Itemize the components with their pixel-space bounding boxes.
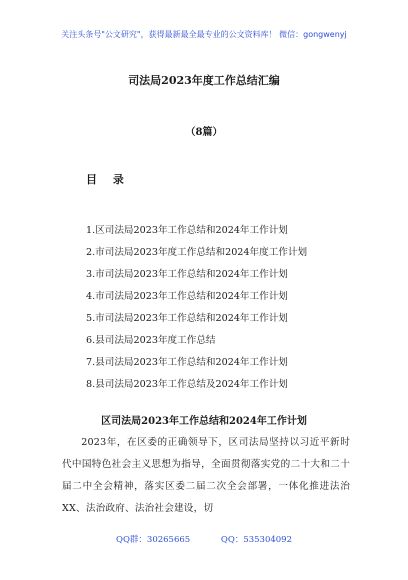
footer-qq: QQ：535304092 [220,535,292,545]
table-of-contents [86,220,307,396]
toc-item[interactable]: 3.市司法局2023年工作总结和2024年工作计划 [86,269,288,280]
header-banner: 关注头条号"公文研究"，获得最新最全最专业的公文资料库！ 微信：gongwenyj [61,30,347,39]
toc-item[interactable]: 4.市司法局2023年工作总结和2024年工作计划 [86,291,288,302]
toc-item[interactable]: 1.区司法局2023年工作总结和2024年工作计划 [86,225,288,236]
footer-qq-group: QQ群：30265665 [115,535,191,545]
document-title: 司法局2023年度工作总结汇编 [128,74,280,87]
toc-item[interactable]: 5.市司法局2023年工作总结和2024年工作计划 [86,313,288,324]
footer-contact [0,533,408,545]
toc-item[interactable]: 6.县司法局2023年度工作总结 [86,335,216,346]
toc-item[interactable]: 7.县司法局2023年工作总结和2024年工作计划 [86,357,288,368]
toc-item[interactable]: 8.县司法局2023年工作总结及2024年工作计划 [86,379,288,390]
body-paragraph: 2023年，在区委的正确领导下，区司法局坚持以习近平新时代中国特色社会主义思想为指导，全面贯彻落实党的二十大和二十届二中全会精神，落实区委二届二次全会部署，一体化推进法治XX、法治政府、法治社会建设，切 [62,437,350,514]
toc-item[interactable]: 2.市司法局2023年度工作总结和2024年度工作计划 [86,247,308,258]
section-title: 区司法局2023年工作总结和2024年工作计划 [101,416,307,427]
document-subtitle: （8篇） [185,127,223,138]
toc-heading: 目 录 [86,173,130,186]
